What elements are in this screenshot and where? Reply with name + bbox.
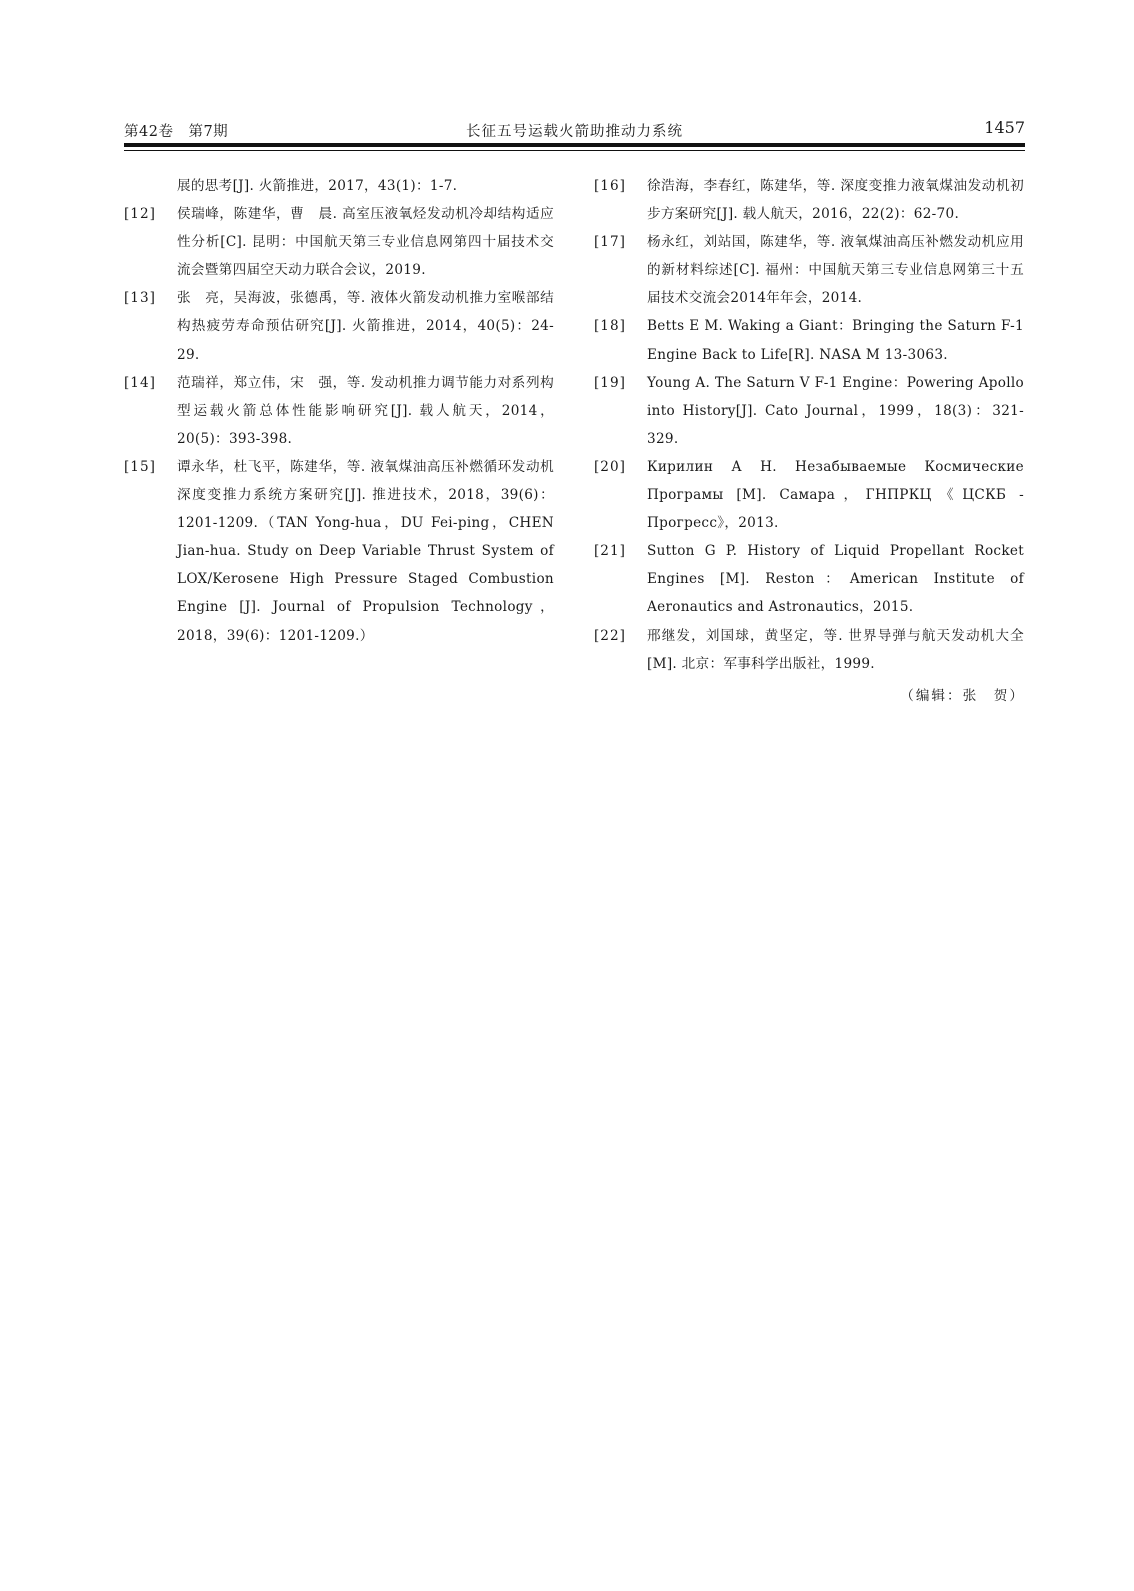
reference-text: Кирилин А Н. Незабываемые Космические Програмы [М]. Самара，ГНПРКЦ《ЦСКБ - Прогресс》，2013.	[647, 458, 1024, 532]
right-column	[594, 172, 1024, 678]
reference-number: [21]	[594, 543, 626, 560]
editor-note: （编辑：张 贺）	[900, 688, 1025, 704]
reference-text: Betts E M. Waking a Giant：Bringing the Saturn F-1 Engine Back to Life[R]. NASA M 13-3063.	[647, 318, 1024, 363]
left-column	[124, 172, 554, 650]
reference-text: Young A. The Saturn V F-1 Engine：Powering Apollo into History[J]. Cato Journal，1999，18(3)：321-329.	[647, 374, 1024, 447]
reference-18	[594, 312, 1024, 368]
reference-19	[594, 369, 1024, 453]
header-rule-thin	[124, 150, 1025, 151]
reference-number: [22]	[594, 627, 626, 644]
reference-22	[594, 622, 1024, 678]
volume-issue: 第42卷 第7期	[124, 124, 229, 140]
reference-number: [17]	[594, 234, 626, 251]
page-number: 1457	[984, 118, 1025, 137]
reference-text: 范瑞祥，郑立伟，宋 强，等. 发动机推力调节能力对系列构型运载火箭总体性能影响研究[J]. 载人航天，2014，20(5)：393-398.	[177, 374, 554, 447]
reference-number: [12]	[124, 206, 156, 223]
reference-number: [20]	[594, 458, 626, 475]
reference-continuation: 展的思考[J]. 火箭推进，2017，43(1)：1-7.	[177, 178, 458, 194]
header-rule-thick	[124, 143, 1025, 147]
reference-15	[124, 453, 554, 650]
reference-20	[594, 453, 1024, 537]
reference-text: 徐浩海，李春红，陈建华，等. 深度变推力液氧煤油发动机初步方案研究[J]. 载人航天，2016，22(2)：62-70.	[647, 178, 1024, 223]
reference-number: [16]	[594, 178, 626, 194]
reference-17	[594, 228, 1024, 312]
reference-16	[594, 172, 1024, 228]
reference-number: [15]	[124, 458, 156, 475]
reference-text: 谭永华，杜飞平，陈建华，等. 液氧煤油高压补燃循环发动机深度变推力系统方案研究[J]. 推进技术，2018，39(6)：1201-1209.（TAN Yong-hua，DU Fei-ping，CHEN Jian-hua. Study on Deep Variable Thrust System of LOX/Kerosene High Pressure Staged Combustion Engine [J]. Journal of Propulsion Technology，2018，39(6)：1201-1209.）	[177, 458, 554, 644]
reference-text: 邢继发，刘国球，黄坚定，等. 世界导弹与航天发动机大全[M]. 北京：军事科学出版社，1999.	[647, 627, 1024, 672]
reference-13	[124, 284, 554, 368]
reference-text: 杨永红，刘站国，陈建华，等. 液氧煤油高压补燃发动机应用的新材料综述[C]. 福州：中国航天第三专业信息网第三十五届技术交流会2014年年会，2014.	[647, 234, 1024, 307]
reference-21	[594, 537, 1024, 621]
reference-text: 张 亮，吴海波，张德禹，等. 液体火箭发动机推力室喉部结构热疲劳寿命预估研究[J]. 火箭推进，2014，40(5)：24-29.	[177, 290, 554, 363]
reference-number: [18]	[594, 318, 626, 335]
reference-text: 侯瑞峰，陈建华，曹 晨. 高室压液氧烃发动机冷却结构适应性分析[C]. 昆明：中国航天第三专业信息网第四十届技术交流会暨第四届空天动力联合会议，2019.	[177, 206, 554, 279]
reference-14	[124, 369, 554, 453]
reference-text: Sutton G P. History of Liquid Propellant Rocket Engines [M]. Reston：American Institute of Aeronautics and Astronautics，2015.	[647, 543, 1024, 616]
reference-12	[124, 200, 554, 284]
article-title: 长征五号运载火箭助推动力系统	[466, 124, 683, 140]
reference-number: [13]	[124, 290, 156, 307]
reference-number: [19]	[594, 374, 626, 391]
reference-number: [14]	[124, 374, 156, 391]
running-head	[124, 116, 1025, 142]
